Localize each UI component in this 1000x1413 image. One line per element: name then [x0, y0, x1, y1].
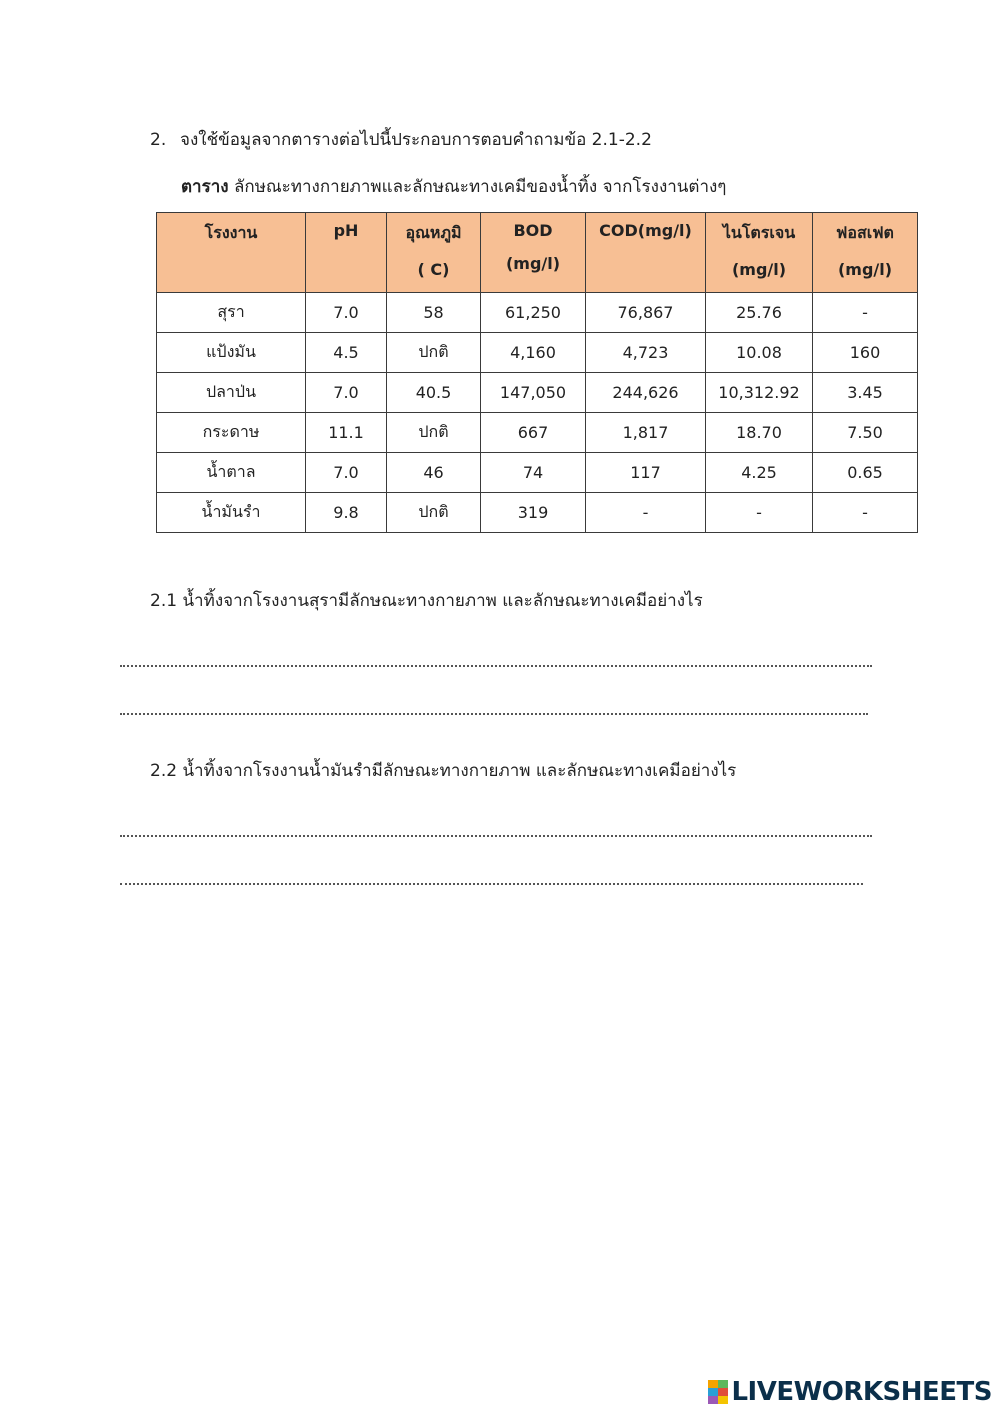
table-cell: 46	[387, 453, 481, 493]
header-nitrogen: ไนโตรเจน (mg/l)	[706, 213, 813, 293]
table-cell: 319	[481, 493, 586, 533]
table-cell: 0.65	[813, 453, 918, 493]
table-cell: กระดาษ	[157, 413, 306, 453]
table-cell: ปลาป่น	[157, 373, 306, 413]
table-cell: ปกติ	[387, 493, 481, 533]
table-cell: แป้งมัน	[157, 333, 306, 373]
table-cell: 4,160	[481, 333, 586, 373]
logo-block	[708, 1396, 718, 1404]
table-cell: 4.5	[306, 333, 387, 373]
logo-block	[718, 1396, 728, 1404]
table-cell: 7.0	[306, 373, 387, 413]
table-caption	[181, 173, 726, 200]
table-cell: 147,050	[481, 373, 586, 413]
table-row	[157, 453, 918, 493]
table-cell: น้ำตาล	[157, 453, 306, 493]
table-cell: ปกติ	[387, 413, 481, 453]
table-row	[157, 413, 918, 453]
header-ph: pH	[306, 213, 387, 293]
table-cell: 667	[481, 413, 586, 453]
table-cell: -	[586, 493, 706, 533]
answer-line-2-1-a[interactable]	[120, 665, 872, 667]
logo-block	[708, 1380, 718, 1388]
table-cell: 25.76	[706, 293, 813, 333]
table-row	[157, 293, 918, 333]
header-temperature: อุณหภูมิ ( C)	[387, 213, 481, 293]
table-cell: 7.0	[306, 453, 387, 493]
table-cell: 10.08	[706, 333, 813, 373]
logo-block	[718, 1388, 728, 1396]
table-row	[157, 333, 918, 373]
table-cell: 58	[387, 293, 481, 333]
header-factory: โรงงาน	[157, 213, 306, 293]
table-cell: 76,867	[586, 293, 706, 333]
table-cell: 11.1	[306, 413, 387, 453]
header-cod: COD(mg/l)	[586, 213, 706, 293]
liveworksheets-logo-icon	[708, 1380, 728, 1404]
table-cell: 117	[586, 453, 706, 493]
table-cell: 7.50	[813, 413, 918, 453]
brand-text: LIVEWORKSHEETS	[731, 1377, 992, 1407]
table-cell: ปกติ	[387, 333, 481, 373]
table-row	[157, 373, 918, 413]
answer-line-2-1-b[interactable]	[120, 713, 868, 715]
table-cell: 3.45	[813, 373, 918, 413]
answer-line-2-2-b[interactable]	[120, 883, 863, 885]
sub-question-2-2: 2.2 น้ำทิ้งจากโรงงานน้ำมันรำมีลักษณะทางกายภาพ และลักษณะทางเคมีอย่างไร	[150, 761, 737, 781]
table-caption-text: ลักษณะทางกายภาพและลักษณะทางเคมีของน้ำทิ้ง จากโรงงานต่างๆ	[233, 177, 727, 197]
table-cell: 4.25	[706, 453, 813, 493]
table-row	[157, 493, 918, 533]
table-header-row	[157, 213, 918, 293]
question-heading	[150, 126, 652, 153]
table-cell: 7.0	[306, 293, 387, 333]
table-cell: -	[813, 293, 918, 333]
table-cell: สุรา	[157, 293, 306, 333]
table-cell: 61,250	[481, 293, 586, 333]
answer-line-2-2-a[interactable]	[120, 835, 872, 837]
table-cell: 10,312.92	[706, 373, 813, 413]
table-cell: น้ำมันรำ	[157, 493, 306, 533]
table-cell: -	[706, 493, 813, 533]
logo-block	[718, 1380, 728, 1388]
table-cell: 1,817	[586, 413, 706, 453]
header-bod: BOD (mg/l)	[481, 213, 586, 293]
question-text: จงใช้ข้อมูลจากตารางต่อไปนี้ประกอบการตอบคำถามข้อ 2.1-2.2	[180, 130, 652, 150]
table-cell: 40.5	[387, 373, 481, 413]
table-caption-label: ตาราง	[181, 177, 229, 197]
question-number: 2.	[150, 130, 167, 150]
table-cell: 9.8	[306, 493, 387, 533]
table-cell: 244,626	[586, 373, 706, 413]
logo-block	[708, 1388, 718, 1396]
sub-question-2-1: 2.1 น้ำทิ้งจากโรงงานสุรามีลักษณะทางกายภาพ และลักษณะทางเคมีอย่างไร	[150, 591, 703, 611]
table-cell: 74	[481, 453, 586, 493]
table-cell: 4,723	[586, 333, 706, 373]
table-cell: 160	[813, 333, 918, 373]
table-cell: -	[813, 493, 918, 533]
liveworksheets-logo	[708, 1377, 992, 1407]
header-phosphate: ฟอสเฟต (mg/l)	[813, 213, 918, 293]
wastewater-table	[156, 212, 918, 533]
table-cell: 18.70	[706, 413, 813, 453]
